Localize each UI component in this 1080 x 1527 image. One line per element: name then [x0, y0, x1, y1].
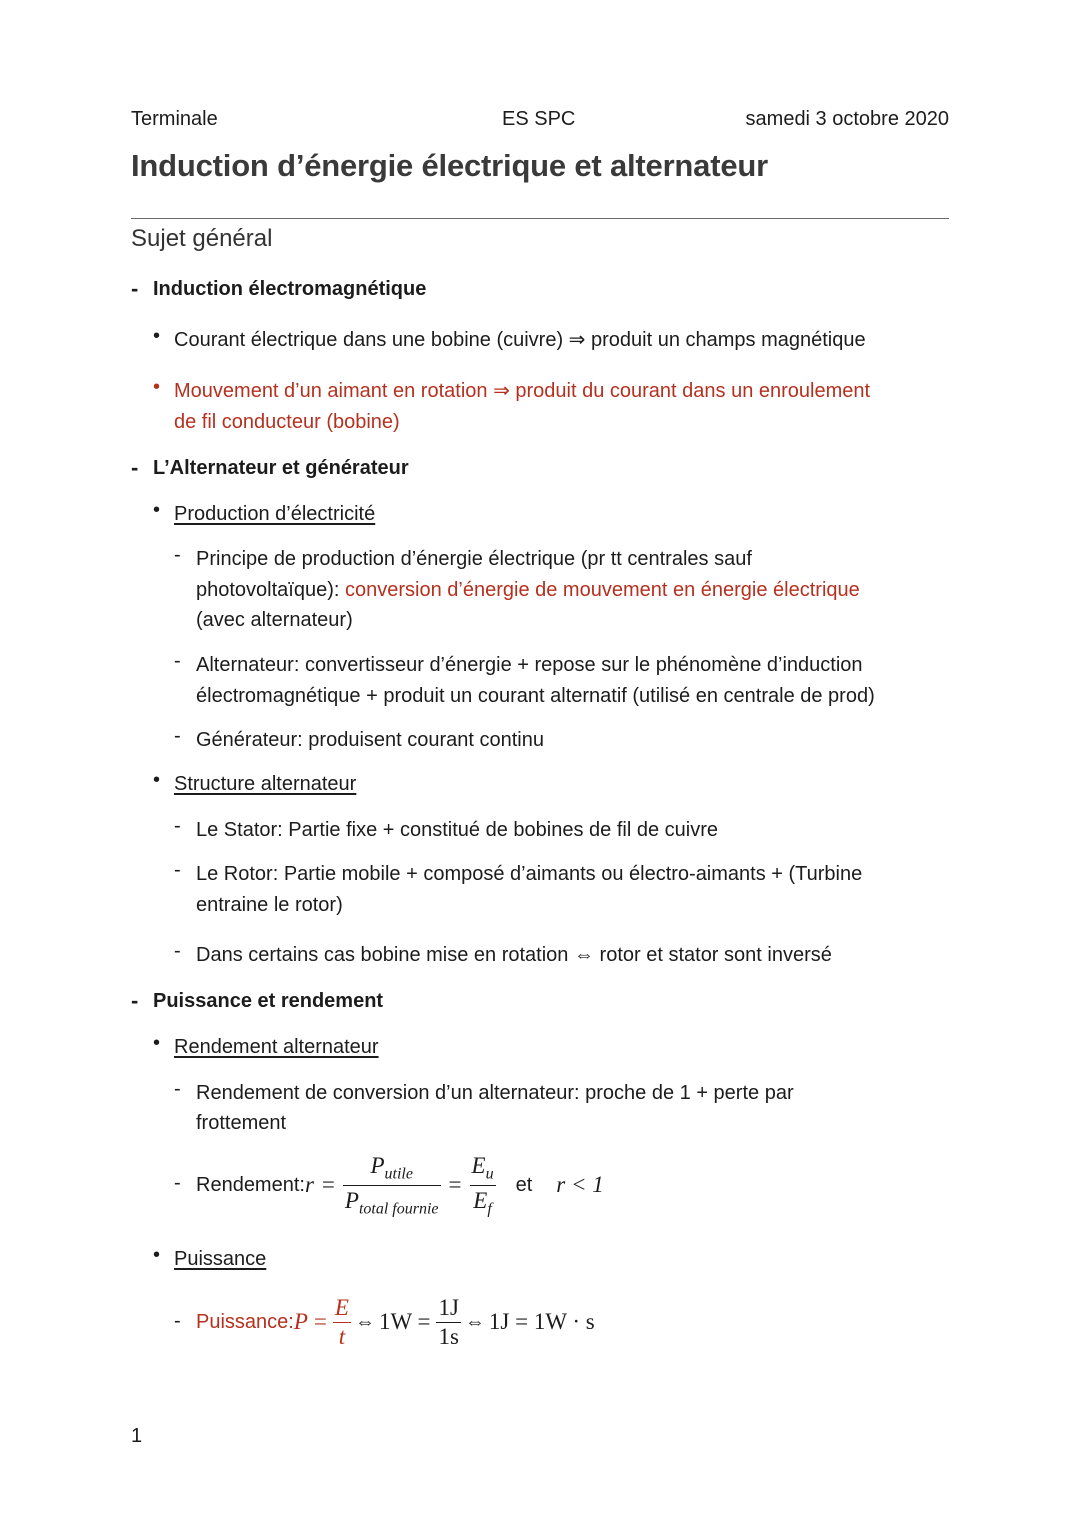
watt-expression: 1W = — [378, 1309, 431, 1334]
fraction-numerator — [368, 1152, 415, 1185]
rendement-formula-label: Rendement: — [196, 1173, 305, 1196]
rendement-line-2: frottement — [196, 1112, 287, 1134]
e-f-subscript: f — [487, 1200, 492, 1218]
dash-marker: - — [174, 859, 181, 881]
production-p1-highlight: conversion d’énergie de mouvement en énergie électrique — [345, 579, 860, 601]
rendement-line-1: Rendement de conversion d’un alternateur: proche de 1 + perte par — [196, 1082, 794, 1104]
page-number: 1 — [131, 1425, 143, 1447]
puissance-var-p: P — [293, 1309, 308, 1334]
structure-rotor-line-1: Le Rotor: Partie mobile + composé d’aimants ou électro-aimants + (Turbine — [196, 863, 863, 885]
joule-equation: 1J = 1W · s — [488, 1309, 595, 1334]
puissance-formula — [196, 1287, 595, 1357]
production-p1-line-2 — [196, 575, 860, 606]
structure-rotor-line-2: entraine le rotor) — [196, 894, 343, 916]
header-subject: ES SPC — [502, 108, 576, 130]
section-dash-marker: - — [131, 455, 139, 480]
production-p1-line-3: (avec alternateur) — [196, 609, 353, 631]
dash-marker: - — [174, 544, 181, 566]
dash-marker: - — [174, 650, 181, 672]
bullet-marker: • — [153, 1244, 161, 1266]
puissance-formula-label: Puissance: — [196, 1310, 294, 1333]
equals-sign: = — [321, 1172, 335, 1197]
title-divider — [131, 218, 949, 219]
production-p2-line-1: Alternateur: convertisseur d’énergie + repose sur le phénomène d’induction — [196, 654, 863, 676]
dash-marker: - — [174, 1172, 181, 1194]
e-symbol: E — [471, 1152, 486, 1178]
fraction-denominator: t — [338, 1323, 346, 1349]
rendement-var-r: r — [304, 1172, 314, 1197]
joule-second-fraction — [436, 1295, 460, 1350]
et-connector: et — [515, 1173, 533, 1196]
production-p2-line-2: électromagnétique + produit un courant alternatif (utilisé en centrale de prod) — [196, 685, 875, 707]
dash-marker: - — [174, 940, 181, 962]
induction-item-1: Courant électrique dans une bobine (cuivre) ⇒ produit un champs magnétique — [174, 329, 866, 351]
e-symbol: E — [473, 1187, 488, 1213]
page-subtitle: Sujet général — [131, 225, 273, 252]
energy-ratio-fraction — [470, 1152, 496, 1218]
page-title: Induction d’énergie électrique et alternateur — [131, 148, 768, 183]
dash-marker: - — [174, 815, 181, 837]
section-heading-puissance: Puissance et rendement — [153, 990, 384, 1012]
fraction-denominator — [471, 1186, 494, 1219]
fraction-numerator: E — [334, 1294, 349, 1320]
subheading-rendement: Rendement alternateur — [174, 1036, 379, 1058]
p-total-subscript: total fournie — [358, 1200, 439, 1218]
p-utile-subscript: utile — [384, 1165, 413, 1183]
structure-stator: Le Stator: Partie fixe + constitué de bobines de fil de cuivre — [196, 819, 718, 841]
section-dash-marker: - — [131, 988, 139, 1013]
p-symbol: P — [370, 1152, 385, 1178]
p-symbol: P — [344, 1187, 359, 1213]
fraction-numerator: 1J — [438, 1294, 459, 1320]
induction-item-2-line-2: de fil conducteur (bobine) — [174, 411, 400, 433]
subheading-production: Production d’électricité — [174, 503, 376, 525]
structure-inversion: Dans certains cas bobine mise en rotation ⇔ rotor et stator sont inversé — [196, 944, 832, 966]
section-heading-alternateur: L’Alternateur et générateur — [153, 457, 409, 479]
induction-item-2-line-1: Mouvement d’un aimant en rotation ⇒ produit du courant dans un enroulement — [174, 380, 871, 402]
section-heading-induction: Induction électromagnétique — [153, 278, 427, 300]
rendement-condition: r < 1 — [556, 1172, 604, 1197]
equivalence-arrow: ⇔ — [464, 1310, 485, 1333]
production-p1-line-2-text: photovoltaïque): — [196, 579, 345, 601]
equals-sign: = — [448, 1172, 462, 1197]
header-date: samedi 3 octobre 2020 — [745, 108, 949, 130]
fraction-denominator — [343, 1186, 441, 1219]
production-p1-line-1: Principe de production d’énergie électrique (pr tt centrales sauf — [196, 548, 752, 570]
bullet-marker: • — [153, 325, 161, 347]
subheading-structure: Structure alternateur — [174, 773, 357, 795]
power-ratio-fraction — [343, 1152, 441, 1218]
section-dash-marker: - — [131, 276, 139, 301]
dash-marker: - — [174, 1310, 181, 1332]
header-level: Terminale — [131, 108, 218, 130]
bullet-marker: • — [153, 769, 161, 791]
dash-marker: - — [174, 1078, 181, 1100]
dash-marker: - — [174, 725, 181, 747]
e-u-subscript: u — [485, 1165, 494, 1183]
bullet-marker: • — [153, 376, 161, 398]
subheading-puissance: Puissance — [174, 1248, 267, 1270]
production-p3: Générateur: produisent courant continu — [196, 729, 544, 751]
equivalence-arrow: ⇔ — [354, 1310, 375, 1333]
fraction-denominator: 1s — [438, 1323, 459, 1349]
bullet-marker: • — [153, 1032, 161, 1054]
fraction-numerator — [470, 1152, 496, 1185]
equals-sign: = — [313, 1309, 327, 1334]
rendement-formula — [196, 1150, 604, 1220]
energy-time-fraction — [333, 1295, 351, 1350]
bullet-marker: • — [153, 499, 161, 521]
